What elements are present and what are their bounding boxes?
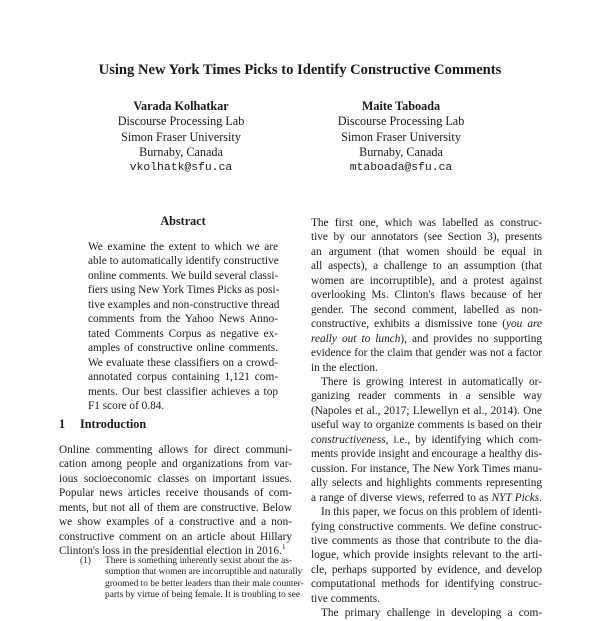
body-line: ally selects and highlights comments representing xyxy=(311,477,542,490)
intro-line: ious socioeconomic classes on important issues. xyxy=(59,472,292,485)
paper-title: Using New York Times Picks to Identify Constructive Comments xyxy=(98,62,502,78)
italic-text: really out to lunch xyxy=(311,332,401,345)
abstract-line: tive examples and non-constructive thread xyxy=(88,298,280,311)
abstract-line: ments. Our best classifier achieves a top xyxy=(88,385,278,398)
section-number: 1 xyxy=(59,417,66,431)
author-affiliation: Simon Fraser University xyxy=(341,129,461,144)
author-affiliation: Simon Fraser University xyxy=(121,129,241,144)
abstract-line: tated Comments Corpus as negative ex- xyxy=(88,327,278,340)
body-line xyxy=(311,491,542,505)
body-line: ments provide insight and encourage a healthy dis- xyxy=(311,448,542,461)
abstract-line: We evaluate these classifiers on a crowd- xyxy=(88,356,278,369)
body-line: tive comments. xyxy=(311,592,381,605)
body-line: There is growing interest in automatically or- xyxy=(321,375,542,388)
body-line: gender. The second comment, labelled as non- xyxy=(311,303,542,316)
body-text: , i.e., by identifying which com- xyxy=(385,433,542,446)
body-line: computational methods for identifying construc- xyxy=(311,578,542,591)
intro-line: Popular news articles receive thousands of com- xyxy=(59,487,292,500)
body-line: The primary challenge in developing a com- xyxy=(321,607,542,620)
body-line: tive by our annotators (see Section 3), presents xyxy=(311,231,542,244)
intro-line-text: Clinton's loss in the presidential election in 2016. xyxy=(59,545,282,558)
introduction-body xyxy=(59,443,292,559)
body-text: ), and provides no supporting xyxy=(400,332,542,345)
right-column-body xyxy=(311,216,542,621)
abstract-heading: Abstract xyxy=(160,214,206,228)
example-line: parts by virtue of being female. It is troubling to see xyxy=(105,589,301,600)
body-line: evidence for the claim that gender was not a factor xyxy=(311,347,542,360)
abstract-line: We examine the extent to which we are xyxy=(88,241,278,253)
intro-line: Online commenting allows for direct communi- xyxy=(59,444,292,456)
example-line: There is something inherently sexist about the as- xyxy=(105,556,292,566)
body-line: cle, perhaps supported by evidence, and develop xyxy=(311,563,542,576)
body-line: tive comments as those that contribute to the dia- xyxy=(311,534,542,547)
author-affiliation: Discourse Processing Lab xyxy=(337,114,465,129)
italic-text: constructiveness xyxy=(311,433,386,446)
body-line: (Napoles et al., 2017; Llewellyn et al., 2014). One xyxy=(311,404,542,417)
abstract-line: amples of constructive online comments. xyxy=(88,342,278,355)
section-heading-introduction xyxy=(59,417,146,432)
author-email: vkolhatk@sfu.ca xyxy=(129,161,233,174)
author-affiliation: Discourse Processing Lab xyxy=(117,114,245,129)
author-name: Varada Kolhatkar xyxy=(133,99,229,113)
intro-line: constructive comment on an article about Hillary xyxy=(59,530,292,543)
abstract-line: online comments. We build several classi- xyxy=(88,269,279,282)
author-name: Maite Taboada xyxy=(361,99,441,113)
body-line: ganizing reader comments in a sensible way xyxy=(311,390,542,403)
example-line: groomed to be better leaders than their male counter- xyxy=(105,578,304,589)
section-title: Introduction xyxy=(80,417,147,431)
abstract-line: annotated corpus containing 1,121 com- xyxy=(88,371,278,384)
author-email: mtaboada@sfu.ca xyxy=(349,161,453,174)
body-line: in the election. xyxy=(311,361,378,374)
abstract-line: F1 score of 0.84. xyxy=(88,399,165,412)
body-text: constructive, exhibits a dismissive tone ( xyxy=(311,318,506,331)
body-line: all aspects), a challenge to an assumption (that xyxy=(311,260,542,273)
body-line: In this paper, we focus on this problem of identi- xyxy=(321,506,542,519)
body-line xyxy=(311,332,542,346)
body-line: cussion. For instance, The New York Times manu- xyxy=(311,462,542,475)
abstract-line: fiers using New York Times Picks as posi- xyxy=(88,284,280,297)
author-affiliation: Burnaby, Canada xyxy=(139,145,223,160)
intro-line: ments, but not all of them are constructive. Below xyxy=(59,501,292,514)
abstract-line: able to automatically identify constructive xyxy=(88,255,279,268)
body-line: fying constructive comments. We define construc- xyxy=(311,520,542,533)
body-text: a range of diverse views, referred to as xyxy=(311,491,492,504)
example-text xyxy=(105,556,304,601)
body-line: useful way to organize comments is based on their xyxy=(311,419,542,432)
author-affiliation: Burnaby, Canada xyxy=(359,145,443,160)
italic-text: you are xyxy=(506,318,543,331)
example-line: sumption that women are incorruptible and naturally xyxy=(105,567,303,578)
italic-text: NYT Picks xyxy=(491,491,540,504)
example-label: (1) xyxy=(80,556,91,566)
body-text: . xyxy=(539,491,543,504)
author-block-2 xyxy=(291,99,511,176)
body-line xyxy=(311,317,542,331)
abstract-line: comments from the Yahoo News Anno- xyxy=(88,313,278,326)
example-1 xyxy=(80,556,304,601)
author-block-1 xyxy=(71,99,291,176)
abstract-body xyxy=(88,240,278,413)
body-line: logue, which provide insights relevant to the arti- xyxy=(311,549,542,562)
body-line: an argument (that women should be equal in xyxy=(311,245,542,258)
body-line: The first one, which was labelled as construc- xyxy=(311,217,542,229)
intro-line: we show examples of a constructive and a non- xyxy=(59,516,292,529)
body-line: overlooking Ms. Clinton's flaws because of her xyxy=(311,289,542,302)
footnote-mark[interactable]: 1 xyxy=(281,543,286,552)
intro-line: cation among people and organizations from var- xyxy=(59,458,292,471)
body-line xyxy=(311,433,542,447)
body-line: women are incorruptible), and a protest against xyxy=(311,274,542,287)
